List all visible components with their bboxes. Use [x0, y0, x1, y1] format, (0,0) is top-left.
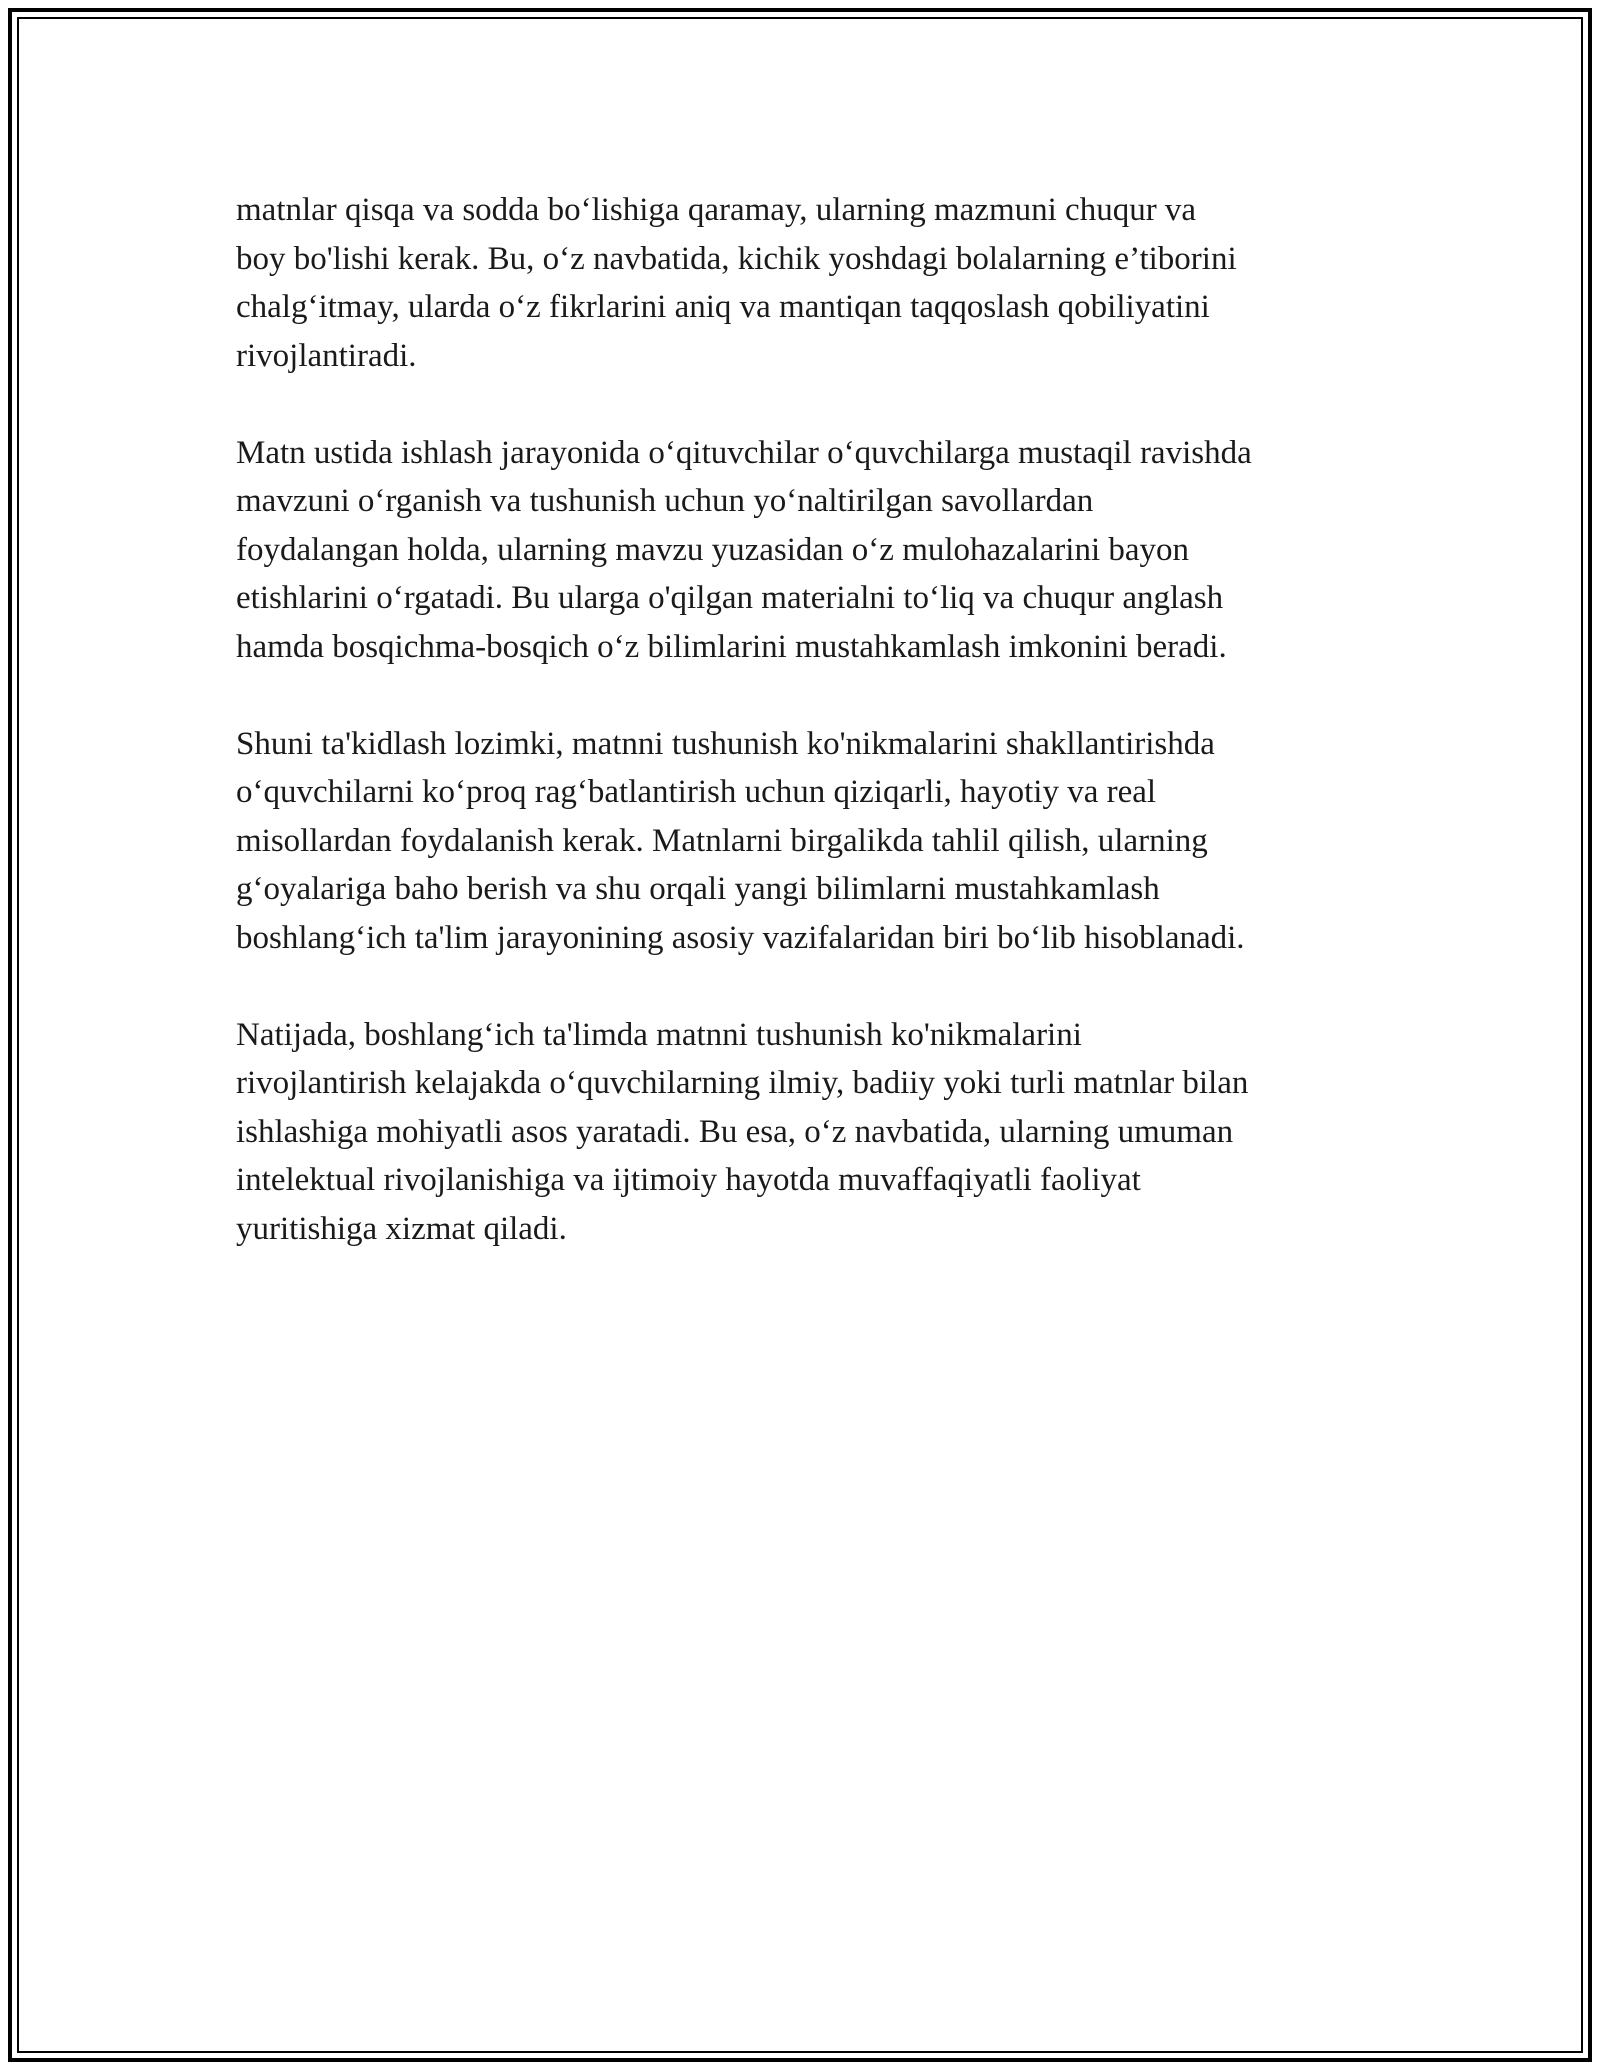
text-line: g‘oyalariga baho berish va shu orqali yangi bilimlarni mustahkamlash — [236, 871, 1160, 907]
text-line: mavzuni o‘rganish va tushunish uchun yo‘naltirilgan savollardan — [236, 483, 1094, 519]
text-line: rivojlantirish kelajakda o‘quvchilarning ilmiy, badiiy yoki turli matnlar bilan — [236, 1065, 1249, 1101]
paragraph-2 — [236, 429, 1376, 672]
text-line: chalg‘itmay, ularda o‘z fikrlarini aniq va mantiqan taqqoslash qobiliyatini — [236, 289, 1210, 325]
paragraph-4 — [236, 1011, 1376, 1254]
text-line: Natijada, boshlang‘ich ta'limda matnni tushunish ko'nikmalarini — [236, 1016, 1082, 1053]
text-line: etishlarini o‘rgatadi. Bu ularga o'qilgan materialni to‘liq va chuqur anglash — [236, 580, 1224, 616]
text-line: ishlashiga mohiyatli asos yaratadi. Bu esa, o‘z navbatida, ularning umuman — [236, 1113, 1234, 1150]
document-body — [236, 186, 1376, 1302]
paragraph-3 — [236, 720, 1376, 963]
text-line: Matn ustida ishlash jarayonida o‘qituvchilar o‘quvchilarga mustaqil ravishda — [236, 434, 1252, 471]
text-line: yuritishiga xizmat qiladi. — [236, 1210, 567, 1247]
text-line: matnlar qisqa va sodda bo‘lishiga qaramay, ularning mazmuni chuqur va — [236, 192, 1197, 228]
text-line: misollardan foydalanish kerak. Matnlarni birgalikda tahlil qilish, ularning — [236, 822, 1208, 859]
text-line: o‘quvchilarni ko‘proq rag‘batlantirish uchun qiziqarli, hayotiy va real — [236, 774, 1157, 810]
text-line: intelektual rivojlanishiga va ijtimoiy hayotda muvaffaqiyatli faoliyat — [236, 1162, 1141, 1198]
text-line: Shuni ta'kidlash lozimki, matnni tushunish ko'nikmalarini shakllantirishda — [236, 725, 1215, 762]
paragraph-1 — [236, 186, 1376, 380]
text-line: foydalangan holda, ularning mavzu yuzasidan o‘z mulohazalarini bayon — [236, 531, 1190, 568]
text-line: boshlang‘ich ta'lim jarayonining asosiy vazifalaridan biri bo‘lib hisoblanadi. — [236, 919, 1245, 956]
text-line: hamda bosqichma-bosqich o‘z bilimlarini mustahkamlash imkonini beradi. — [236, 628, 1227, 665]
text-line: rivojlantiradi. — [236, 337, 417, 374]
text-line: boy bo'lishi kerak. Bu, o‘z navbatida, kichik yoshdagi bolalarning e’tiborini — [236, 240, 1237, 277]
